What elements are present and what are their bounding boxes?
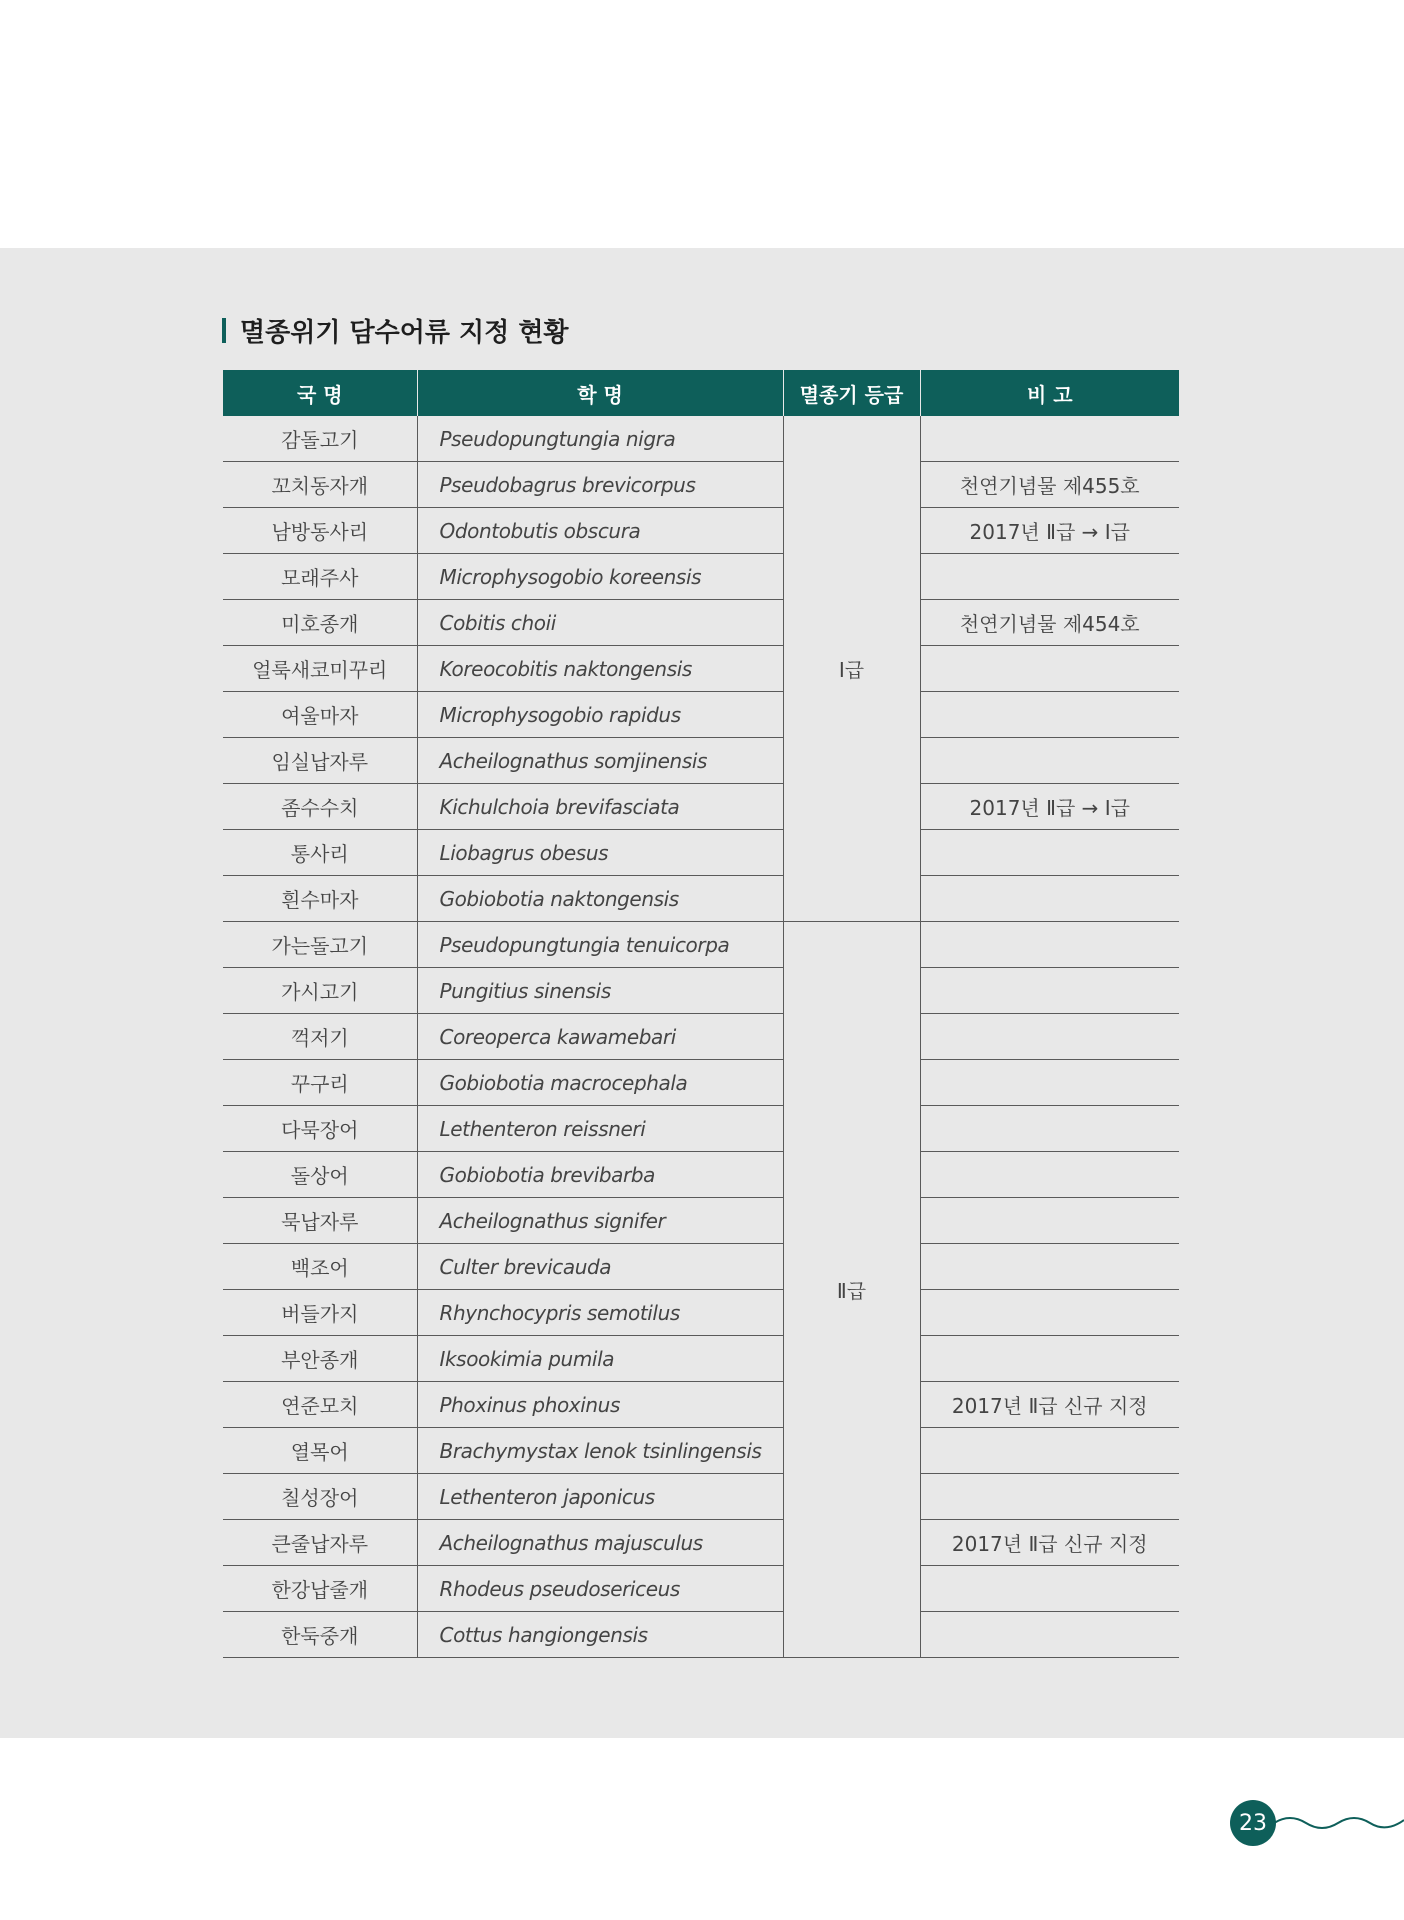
scientific-name-cell: Pseudopungtungia tenuicorpa [417, 922, 783, 968]
note-cell: 천연기념물 제455호 [920, 462, 1179, 508]
table-row [223, 1520, 1179, 1566]
note-cell: 2017년 Ⅱ급 신규 지정 [920, 1520, 1179, 1566]
table-row [223, 508, 1179, 554]
header-korean-name: 국 명 [223, 370, 417, 416]
table-row [223, 738, 1179, 784]
korean-name-cell: 흰수마자 [223, 876, 417, 922]
note-cell [920, 830, 1179, 876]
note-cell [920, 968, 1179, 1014]
note-cell [920, 1106, 1179, 1152]
table-row [223, 1244, 1179, 1290]
table-row [223, 830, 1179, 876]
scientific-name-cell: Microphysogobio rapidus [417, 692, 783, 738]
korean-name-cell: 열목어 [223, 1428, 417, 1474]
table-row [223, 600, 1179, 646]
note-cell [920, 1060, 1179, 1106]
scientific-name-cell: Liobagrus obesus [417, 830, 783, 876]
note-cell [920, 1152, 1179, 1198]
scientific-name-cell: Pungitius sinensis [417, 968, 783, 1014]
title-accent-bar [222, 318, 226, 343]
korean-name-cell: 꾸구리 [223, 1060, 417, 1106]
note-cell: 2017년 Ⅱ급 → Ⅰ급 [920, 508, 1179, 554]
table-row [223, 876, 1179, 922]
table-header-row [223, 370, 1179, 416]
scientific-name-cell: Rhynchocypris semotilus [417, 1290, 783, 1336]
korean-name-cell: 꺽저기 [223, 1014, 417, 1060]
korean-name-cell: 꼬치동자개 [223, 462, 417, 508]
fish-table [223, 370, 1179, 1658]
table-row [223, 1060, 1179, 1106]
scientific-name-cell: Gobiobotia naktongensis [417, 876, 783, 922]
section-title [222, 313, 569, 347]
scientific-name-cell: Rhodeus pseudosericeus [417, 1566, 783, 1612]
table-row [223, 554, 1179, 600]
note-cell [920, 1014, 1179, 1060]
scientific-name-cell: Koreocobitis naktongensis [417, 646, 783, 692]
note-cell [920, 1428, 1179, 1474]
note-cell [920, 692, 1179, 738]
grade-2-cell: Ⅱ급 [783, 922, 920, 1658]
korean-name-cell: 백조어 [223, 1244, 417, 1290]
table-row [223, 646, 1179, 692]
header-scientific-name: 학 명 [417, 370, 783, 416]
korean-name-cell: 돌상어 [223, 1152, 417, 1198]
korean-name-cell: 다묵장어 [223, 1106, 417, 1152]
table-row [223, 922, 1179, 968]
note-cell: 2017년 Ⅱ급 → Ⅰ급 [920, 784, 1179, 830]
note-cell: 2017년 Ⅱ급 신규 지정 [920, 1382, 1179, 1428]
scientific-name-cell: Gobiobotia brevibarba [417, 1152, 783, 1198]
page-number: 23 [1230, 1800, 1276, 1846]
scientific-name-cell: Lethenteron japonicus [417, 1474, 783, 1520]
korean-name-cell: 여울마자 [223, 692, 417, 738]
note-cell [920, 554, 1179, 600]
grade-1-cell: Ⅰ급 [783, 416, 920, 922]
korean-name-cell: 부안종개 [223, 1336, 417, 1382]
note-cell [920, 1198, 1179, 1244]
header-note: 비 고 [920, 370, 1179, 416]
scientific-name-cell: Microphysogobio koreensis [417, 554, 783, 600]
scientific-name-cell: Culter brevicauda [417, 1244, 783, 1290]
note-cell: 천연기념물 제454호 [920, 600, 1179, 646]
scientific-name-cell: Acheilognathus somjinensis [417, 738, 783, 784]
note-cell [920, 1290, 1179, 1336]
table-row [223, 1152, 1179, 1198]
scientific-name-cell: Acheilognathus signifer [417, 1198, 783, 1244]
table-row [223, 692, 1179, 738]
scientific-name-cell: Gobiobotia macrocephala [417, 1060, 783, 1106]
section-title-text: 멸종위기 담수어류 지정 현황 [240, 317, 569, 348]
scientific-name-cell: Pseudopungtungia nigra [417, 416, 783, 462]
table-row [223, 968, 1179, 1014]
korean-name-cell: 묵납자루 [223, 1198, 417, 1244]
korean-name-cell: 남방동사리 [223, 508, 417, 554]
note-cell [920, 1474, 1179, 1520]
korean-name-cell: 통사리 [223, 830, 417, 876]
korean-name-cell: 미호종개 [223, 600, 417, 646]
table-row [223, 1474, 1179, 1520]
scientific-name-cell: Acheilognathus majusculus [417, 1520, 783, 1566]
scientific-name-cell: Cobitis choii [417, 600, 783, 646]
note-cell [920, 1244, 1179, 1290]
header-grade: 멸종기 등급 [783, 370, 920, 416]
scientific-name-cell: Odontobutis obscura [417, 508, 783, 554]
korean-name-cell: 버들가지 [223, 1290, 417, 1336]
table-row [223, 1336, 1179, 1382]
korean-name-cell: 칠성장어 [223, 1474, 417, 1520]
table-row [223, 784, 1179, 830]
scientific-name-cell: Lethenteron reissneri [417, 1106, 783, 1152]
scientific-name-cell: Brachymystax lenok tsinlingensis [417, 1428, 783, 1474]
table-row [223, 1014, 1179, 1060]
note-cell [920, 876, 1179, 922]
table-row [223, 462, 1179, 508]
korean-name-cell: 좀수수치 [223, 784, 417, 830]
korean-name-cell: 얼룩새코미꾸리 [223, 646, 417, 692]
scientific-name-cell: Cottus hangiongensis [417, 1612, 783, 1658]
table-row [223, 1290, 1179, 1336]
korean-name-cell: 연준모치 [223, 1382, 417, 1428]
scientific-name-cell: Coreoperca kawamebari [417, 1014, 783, 1060]
note-cell [920, 416, 1179, 462]
korean-name-cell: 한강납줄개 [223, 1566, 417, 1612]
scientific-name-cell: Pseudobagrus brevicorpus [417, 462, 783, 508]
note-cell [920, 738, 1179, 784]
table-row [223, 1612, 1179, 1658]
korean-name-cell: 모래주사 [223, 554, 417, 600]
scientific-name-cell: Iksookimia pumila [417, 1336, 783, 1382]
korean-name-cell: 큰줄납자루 [223, 1520, 417, 1566]
korean-name-cell: 한둑중개 [223, 1612, 417, 1658]
table-row [223, 1382, 1179, 1428]
table-body [223, 416, 1179, 1658]
note-cell [920, 922, 1179, 968]
korean-name-cell: 감돌고기 [223, 416, 417, 462]
table-row [223, 1106, 1179, 1152]
note-cell [920, 1612, 1179, 1658]
table-row [223, 1566, 1179, 1612]
wave-decoration-icon [1274, 1808, 1404, 1838]
table-row [223, 1428, 1179, 1474]
table-row [223, 1198, 1179, 1244]
note-cell [920, 646, 1179, 692]
scientific-name-cell: Kichulchoia brevifasciata [417, 784, 783, 830]
note-cell [920, 1566, 1179, 1612]
scientific-name-cell: Phoxinus phoxinus [417, 1382, 783, 1428]
note-cell [920, 1336, 1179, 1382]
korean-name-cell: 가는돌고기 [223, 922, 417, 968]
korean-name-cell: 가시고기 [223, 968, 417, 1014]
table-row [223, 416, 1179, 462]
korean-name-cell: 임실납자루 [223, 738, 417, 784]
